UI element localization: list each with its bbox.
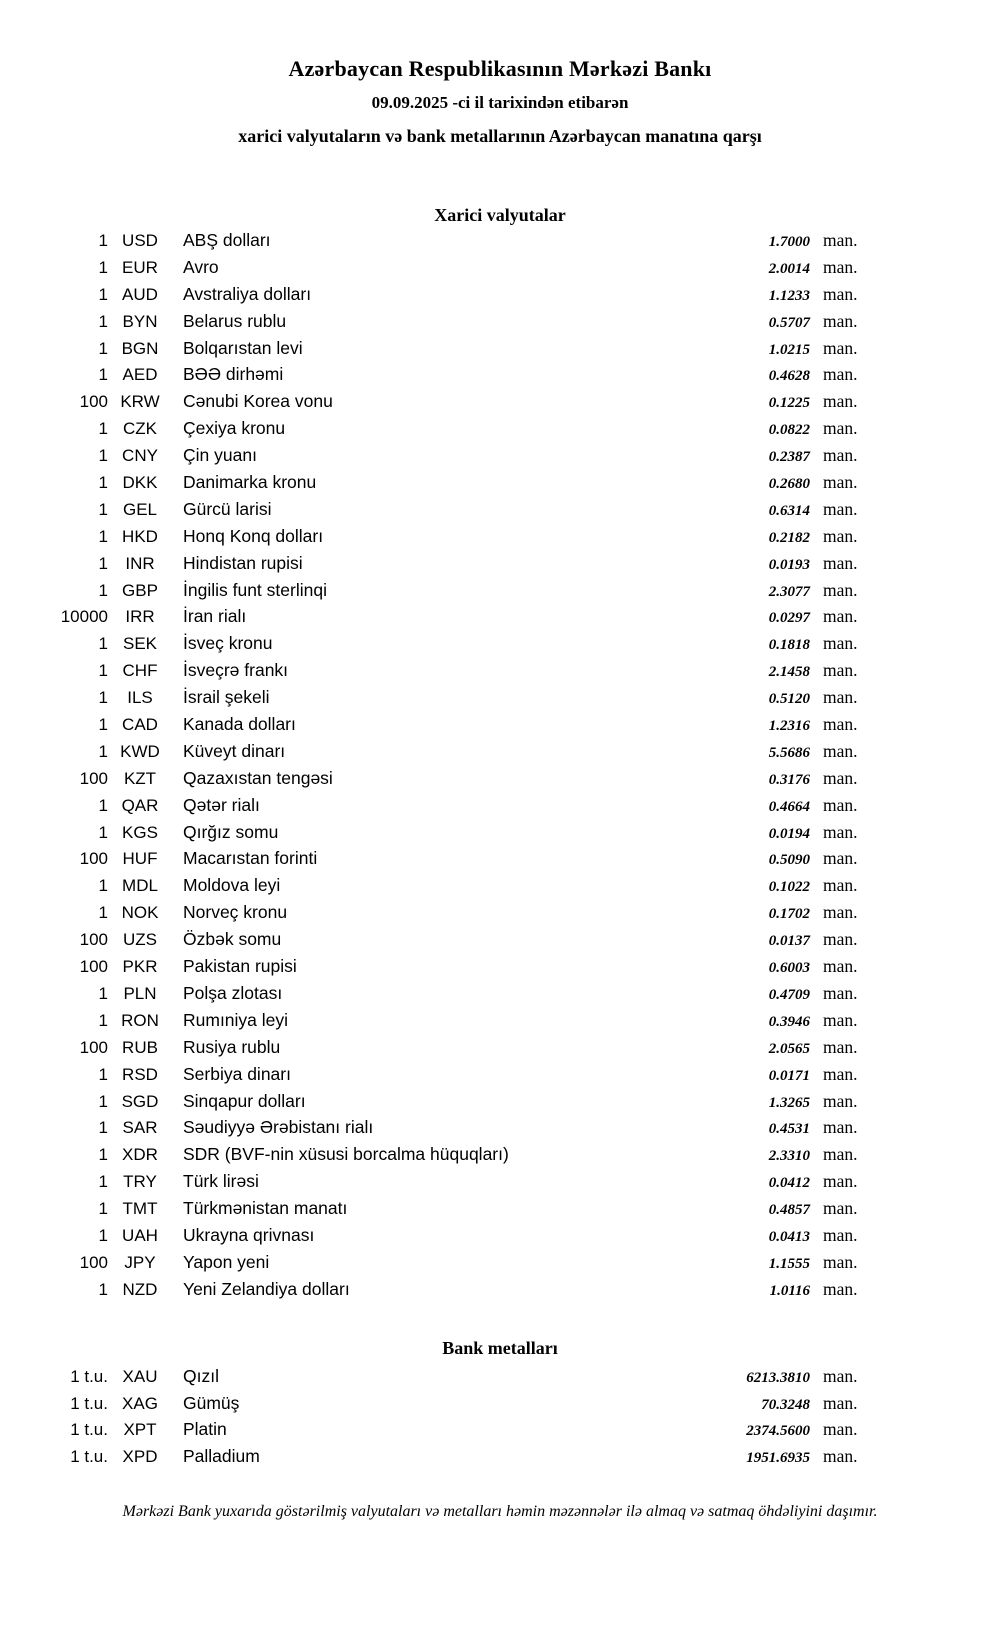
currency-code-cell: RSD (122, 1064, 158, 1084)
currency-code-cell: QAR (121, 795, 159, 815)
currency-name-cell: Səudiyyə Ərəbistanı rialı (183, 1117, 374, 1138)
rate-value-cell: 0.0194 (768, 825, 810, 842)
currency-code-cell: INR (125, 553, 155, 573)
currency-name-cell: Pakistan rupisi (183, 956, 297, 977)
unit-label-cell: man. (823, 230, 858, 250)
currency-code-cell: HKD (122, 526, 158, 546)
rate-row (0, 445, 870, 472)
unit-label-cell: man. (823, 337, 858, 358)
quantity-cell: 1 (98, 257, 108, 277)
currency-code-cell: PLN (123, 983, 157, 1003)
currency-name-cell: Danimarka kronu (183, 472, 317, 493)
rate-row (0, 795, 870, 822)
rate-row (0, 364, 870, 391)
quantity-cell: 100 (79, 768, 108, 788)
unit-label-cell: man. (823, 552, 858, 573)
document-header (0, 0, 1000, 147)
unit-label-cell: man. (823, 391, 858, 412)
rate-row (0, 1446, 870, 1473)
unit-label-cell: man. (823, 660, 858, 681)
rate-row (0, 848, 870, 875)
currency-code-cell: GBP (122, 580, 158, 600)
rate-value-cell: 0.0413 (768, 1228, 810, 1245)
rate-value-cell: 0.4531 (768, 1121, 810, 1138)
currency-code-cell: XAU (122, 1366, 158, 1386)
rate-row (0, 929, 870, 956)
rate-row (0, 660, 870, 687)
unit-label-cell: man. (823, 498, 858, 519)
unit-label-cell: man. (823, 714, 858, 735)
currency-code-cell: RON (121, 1010, 159, 1030)
rate-value-cell: 0.0193 (768, 556, 810, 573)
currency-code-cell: IRR (125, 607, 155, 627)
currency-name-cell: Serbiya dinarı (183, 1063, 291, 1084)
quantity-cell: 1 (98, 1091, 108, 1111)
currency-code-cell: TMT (122, 1199, 158, 1219)
currency-name-cell: Özbək somu (183, 929, 282, 950)
section-title-currencies: Xarici valyutalar (434, 205, 566, 225)
unit-label-cell: man. (823, 1036, 858, 1057)
currency-name-cell: Norveç kronu (183, 902, 288, 923)
rate-row (0, 822, 870, 849)
currency-code-cell: XDR (122, 1145, 158, 1165)
rate-value-cell: 1.3265 (768, 1094, 810, 1111)
quantity-cell: 1 (98, 526, 108, 546)
currency-code-cell: JPY (124, 1252, 156, 1272)
rate-value-cell: 1.0116 (769, 1282, 810, 1299)
rate-value-cell: 70.3248 (761, 1396, 810, 1413)
rate-row (0, 714, 870, 741)
rate-row (0, 1366, 870, 1393)
quantity-cell: 1 (98, 1225, 108, 1245)
rate-value-cell: 0.1225 (768, 395, 810, 412)
currency-name-cell: Rumıniya leyi (183, 1009, 289, 1030)
rate-value-cell: 0.4857 (768, 1202, 810, 1219)
unit-label-cell: man. (823, 1117, 858, 1138)
currency-code-cell: USD (122, 231, 158, 250)
currency-name-cell: Yeni Zelandiya dolları (183, 1278, 350, 1299)
quantity-cell: 1 (98, 473, 108, 493)
rate-value-cell: 0.3946 (768, 1013, 810, 1030)
quantity-cell: 1 (98, 499, 108, 519)
rate-row (0, 1419, 870, 1446)
rate-value-cell: 0.2182 (768, 529, 810, 546)
currency-name-cell: Qızıl (183, 1365, 219, 1386)
currency-code-cell: CHF (122, 661, 158, 681)
quantity-cell: 1 t.u. (70, 1447, 108, 1467)
rate-value-cell: 5.5686 (768, 744, 810, 761)
quantity-cell: 1 (98, 1064, 108, 1084)
unit-label-cell: man. (823, 1171, 858, 1192)
currency-name-cell: Qırğız somu (183, 821, 279, 842)
currency-code-cell: CAD (122, 715, 158, 735)
currency-code-cell: EUR (122, 257, 158, 277)
rate-value-cell: 1.2316 (768, 718, 810, 735)
currency-name-cell: Qətər rialı (183, 794, 260, 815)
quantity-cell: 100 (79, 957, 108, 977)
currency-code-cell: AED (122, 365, 158, 385)
unit-label-cell: man. (823, 445, 858, 466)
unit-label-cell: man. (823, 794, 858, 815)
currency-code-cell: BYN (122, 311, 158, 331)
quantity-cell: 1 (98, 284, 108, 304)
unit-label-cell: man. (823, 525, 858, 546)
quantity-cell: 1 (98, 715, 108, 735)
rate-row (0, 1117, 870, 1144)
rate-value-cell: 2.0014 (768, 260, 810, 277)
rate-value-cell: 0.5707 (768, 314, 810, 331)
currency-name-cell: Gümüş (183, 1392, 240, 1413)
currency-code-cell: KRW (120, 392, 160, 412)
rate-value-cell: 0.0297 (768, 610, 810, 627)
currency-name-cell: Platin (183, 1419, 227, 1440)
currency-code-cell: UZS (123, 930, 157, 950)
currency-name-cell: Palladium (183, 1446, 260, 1467)
unit-label-cell: man. (823, 364, 858, 385)
rate-row (0, 1393, 870, 1420)
rate-row (0, 526, 870, 553)
quantity-cell: 1 (98, 1145, 108, 1165)
rate-row (0, 902, 870, 929)
rate-row (0, 1064, 870, 1091)
quantity-cell: 1 (98, 903, 108, 923)
quantity-cell: 1 (98, 1279, 108, 1299)
currency-name-cell: Gürcü larisi (183, 498, 272, 519)
document-subtitle: xarici valyutaların və bank metallarının Azərbaycan manatına qarşı (238, 126, 762, 146)
footer-disclaimer: Mərkəzi Bank yuxarıda göstərilmiş valyutaları və metalları həmin məzənnələr ilə almaq və satmaq öhdəliyini daşımır. (122, 1503, 878, 1521)
currency-name-cell: Rusiya rublu (183, 1036, 281, 1057)
rate-row (0, 1010, 870, 1037)
quantity-cell: 1 (98, 661, 108, 681)
unit-label-cell: man. (823, 606, 858, 627)
currency-name-cell: Yapon yeni (183, 1251, 270, 1272)
rate-value-cell: 0.0171 (768, 1067, 810, 1084)
rate-row (0, 768, 870, 795)
unit-label-cell: man. (823, 902, 858, 923)
currency-name-cell: Çexiya kronu (183, 418, 286, 439)
currency-code-cell: DKK (122, 473, 158, 493)
rate-row (0, 257, 870, 284)
rate-row (0, 1279, 870, 1306)
unit-label-cell: man. (823, 767, 858, 788)
unit-label-cell: man. (823, 848, 858, 869)
currency-name-cell: Polşa zlotası (183, 982, 283, 1003)
rate-value-cell: 2374.5600 (746, 1423, 810, 1440)
rate-value-cell: 0.5090 (768, 852, 810, 869)
currency-name-cell: Türkmənistan manatı (183, 1198, 348, 1219)
rate-row (0, 633, 870, 660)
rate-value-cell: 2.3310 (768, 1148, 810, 1165)
rate-row (0, 230, 870, 257)
unit-label-cell: man. (823, 982, 858, 1003)
quantity-cell: 1 t.u. (70, 1393, 108, 1413)
currency-code-cell: KZT (123, 768, 157, 788)
rate-row (0, 553, 870, 580)
unit-label-cell: man. (823, 687, 858, 708)
rate-row (0, 284, 870, 311)
currency-code-cell: NOK (121, 903, 159, 923)
rate-value-cell: 2.0565 (768, 1040, 810, 1057)
quantity-cell: 1 (98, 1010, 108, 1030)
rate-row (0, 687, 870, 714)
currency-name-cell: Cənubi Korea vonu (183, 391, 333, 412)
rate-value-cell: 0.4664 (768, 798, 810, 815)
currency-code-cell: PKR (122, 957, 158, 977)
quantity-cell: 100 (79, 392, 108, 412)
rate-row (0, 1091, 870, 1118)
currency-code-cell: XPD (122, 1447, 158, 1467)
rate-value-cell: 0.3176 (768, 771, 810, 788)
unit-label-cell: man. (823, 256, 858, 277)
unit-label-cell: man. (823, 310, 858, 331)
rate-value-cell: 1.1233 (768, 287, 810, 304)
quantity-cell: 1 (98, 634, 108, 654)
quantity-cell: 1 (98, 1199, 108, 1219)
currency-code-cell: HUF (122, 849, 158, 869)
currency-code-cell: CZK (123, 419, 157, 439)
rate-value-cell: 0.5120 (768, 691, 810, 708)
unit-label-cell: man. (823, 1198, 858, 1219)
currency-code-cell: TRY (123, 1172, 157, 1192)
quantity-cell: 1 (98, 231, 108, 250)
rate-row (0, 741, 870, 768)
currency-code-cell: KWD (120, 741, 160, 761)
unit-label-cell: man. (823, 472, 858, 493)
rate-row (0, 499, 870, 526)
quantity-cell: 100 (79, 1252, 108, 1272)
quantity-cell: 1 (98, 365, 108, 385)
currency-name-cell: Çin yuanı (183, 445, 257, 466)
rate-row (0, 1037, 870, 1064)
currency-name-cell: İngilis funt sterlinqi (183, 579, 327, 600)
quantity-cell: 1 (98, 741, 108, 761)
currency-code-cell: SAR (122, 1118, 158, 1138)
rate-value-cell: 0.4709 (768, 986, 810, 1003)
currency-name-cell: Küveyt dinarı (183, 740, 286, 761)
currency-name-cell: İran rialı (183, 606, 247, 627)
currency-code-cell: NZD (122, 1279, 158, 1299)
currency-code-cell: XAG (122, 1393, 158, 1413)
currency-code-cell: CNY (122, 446, 158, 466)
currency-name-cell: BƏƏ dirhəmi (183, 364, 284, 385)
rate-value-cell: 1.7000 (768, 234, 810, 250)
unit-label-cell: man. (823, 1278, 858, 1299)
currency-name-cell: Honq Konq dolları (183, 525, 324, 546)
rate-value-cell: 0.6003 (768, 960, 810, 977)
rate-value-cell: 2.3077 (768, 583, 810, 600)
rate-row (0, 1198, 870, 1225)
currency-name-cell: Moldova leyi (183, 875, 281, 896)
currency-name-cell: Avstraliya dolları (183, 283, 312, 304)
unit-label-cell: man. (823, 1224, 858, 1245)
unit-label-cell: man. (823, 1446, 858, 1467)
quantity-cell: 1 (98, 338, 108, 358)
page-title: Azərbaycan Respublikasının Mərkəzi Bankı (288, 56, 712, 81)
unit-label-cell: man. (823, 1144, 858, 1165)
unit-label-cell: man. (823, 633, 858, 654)
currency-name-cell: Sinqapur dolları (183, 1090, 306, 1111)
rate-row (0, 1171, 870, 1198)
currency-name-cell: Bolqarıstan levi (183, 337, 303, 358)
currency-name-cell: Kanada dolları (183, 714, 296, 735)
unit-label-cell: man. (823, 821, 858, 842)
currency-code-cell: XPT (123, 1420, 157, 1440)
unit-label-cell: man. (823, 1419, 858, 1440)
quantity-cell: 1 (98, 311, 108, 331)
unit-label-cell: man. (823, 740, 858, 761)
rate-value-cell: 0.6314 (768, 502, 810, 519)
rate-value-cell: 0.2680 (768, 476, 810, 493)
quantity-cell: 1 (98, 688, 108, 708)
quantity-cell: 1 (98, 822, 108, 842)
currency-name-cell: Belarus rublu (183, 310, 287, 331)
quantity-cell: 1 t.u. (70, 1420, 108, 1440)
quantity-cell: 10000 (60, 607, 108, 627)
currency-name-cell: ABŞ dolları (183, 230, 271, 250)
currency-name-cell: Hindistan rupisi (183, 552, 303, 573)
quantity-cell: 1 (98, 446, 108, 466)
rate-value-cell: 1.0215 (768, 341, 810, 358)
quantity-cell: 100 (79, 1037, 108, 1057)
rate-value-cell: 1951.6935 (746, 1450, 810, 1467)
section-title-metals: Bank metalları (442, 1337, 558, 1358)
rate-value-cell: 6213.3810 (746, 1369, 810, 1386)
unit-label-cell: man. (823, 875, 858, 896)
currency-code-cell: AUD (122, 284, 158, 304)
unit-label-cell: man. (823, 1090, 858, 1111)
rate-value-cell: 0.1702 (768, 906, 810, 923)
currency-name-cell: Ukrayna qrivnası (183, 1224, 315, 1245)
rate-row (0, 311, 870, 338)
currency-name-cell: Avro (183, 256, 219, 277)
currency-code-cell: UAH (122, 1225, 158, 1245)
rate-value-cell: 0.2387 (768, 449, 810, 466)
rate-value-cell: 0.1022 (768, 879, 810, 896)
quantity-cell: 1 (98, 419, 108, 439)
unit-label-cell: man. (823, 1251, 858, 1272)
currency-code-cell: SGD (121, 1091, 159, 1111)
currency-code-cell: RUB (122, 1037, 158, 1057)
quantity-cell: 1 (98, 795, 108, 815)
quantity-cell: 1 t.u. (70, 1366, 108, 1386)
unit-label-cell: man. (823, 1365, 858, 1386)
rate-row (0, 580, 870, 607)
currency-name-cell: İsveçrə frankı (183, 660, 289, 681)
rate-value-cell: 0.0822 (768, 422, 810, 439)
quantity-cell: 1 (98, 876, 108, 896)
rate-row (0, 1252, 870, 1279)
unit-label-cell: man. (823, 1009, 858, 1030)
currency-name-cell: Türk lirəsi (183, 1171, 259, 1192)
currency-code-cell: GEL (122, 499, 158, 519)
quantity-cell: 1 (98, 1172, 108, 1192)
metals-rate-table (0, 1366, 870, 1474)
quantity-cell: 1 (98, 553, 108, 573)
rate-row (0, 338, 870, 365)
currency-name-cell: İsveç kronu (183, 633, 273, 654)
quantity-cell: 1 (98, 983, 108, 1003)
rate-row (0, 1225, 870, 1252)
currency-rate-table (0, 230, 870, 1306)
currency-name-cell: İsrail şekeli (183, 687, 270, 708)
unit-label-cell: man. (823, 1063, 858, 1084)
rate-row (0, 983, 870, 1010)
currency-name-cell: Macarıstan forinti (183, 848, 318, 869)
rate-row (0, 472, 870, 499)
unit-label-cell: man. (823, 1392, 858, 1413)
currency-code-cell: ILS (127, 688, 153, 708)
rate-value-cell: 0.4628 (768, 368, 810, 385)
currency-code-cell: BGN (121, 338, 159, 358)
unit-label-cell: man. (823, 579, 858, 600)
currency-code-cell: KGS (122, 822, 158, 842)
rate-value-cell: 0.0412 (768, 1175, 810, 1192)
quantity-cell: 100 (79, 849, 108, 869)
effective-date-line: 09.09.2025 -ci il tarixindən etibarən (371, 93, 629, 112)
currency-name-cell: Qazaxıstan tengəsi (183, 767, 333, 788)
rate-value-cell: 1.1555 (768, 1255, 810, 1272)
rate-value-cell: 2.1458 (768, 664, 810, 681)
rate-value-cell: 0.1818 (768, 637, 810, 654)
unit-label-cell: man. (823, 283, 858, 304)
unit-label-cell: man. (823, 929, 858, 950)
quantity-cell: 100 (79, 930, 108, 950)
rate-row (0, 418, 870, 445)
rate-row (0, 956, 870, 983)
quantity-cell: 1 (98, 580, 108, 600)
currency-name-cell: SDR (BVF-nin xüsusi borcalma hüquqları) (183, 1144, 509, 1165)
currency-code-cell: MDL (122, 876, 158, 896)
unit-label-cell: man. (823, 418, 858, 439)
currency-code-cell: SEK (122, 634, 158, 654)
rate-row (0, 875, 870, 902)
unit-label-cell: man. (823, 956, 858, 977)
rate-row (0, 391, 870, 418)
rate-value-cell: 0.0137 (768, 933, 810, 950)
rate-row (0, 1144, 870, 1171)
quantity-cell: 1 (98, 1118, 108, 1138)
rate-row (0, 606, 870, 633)
